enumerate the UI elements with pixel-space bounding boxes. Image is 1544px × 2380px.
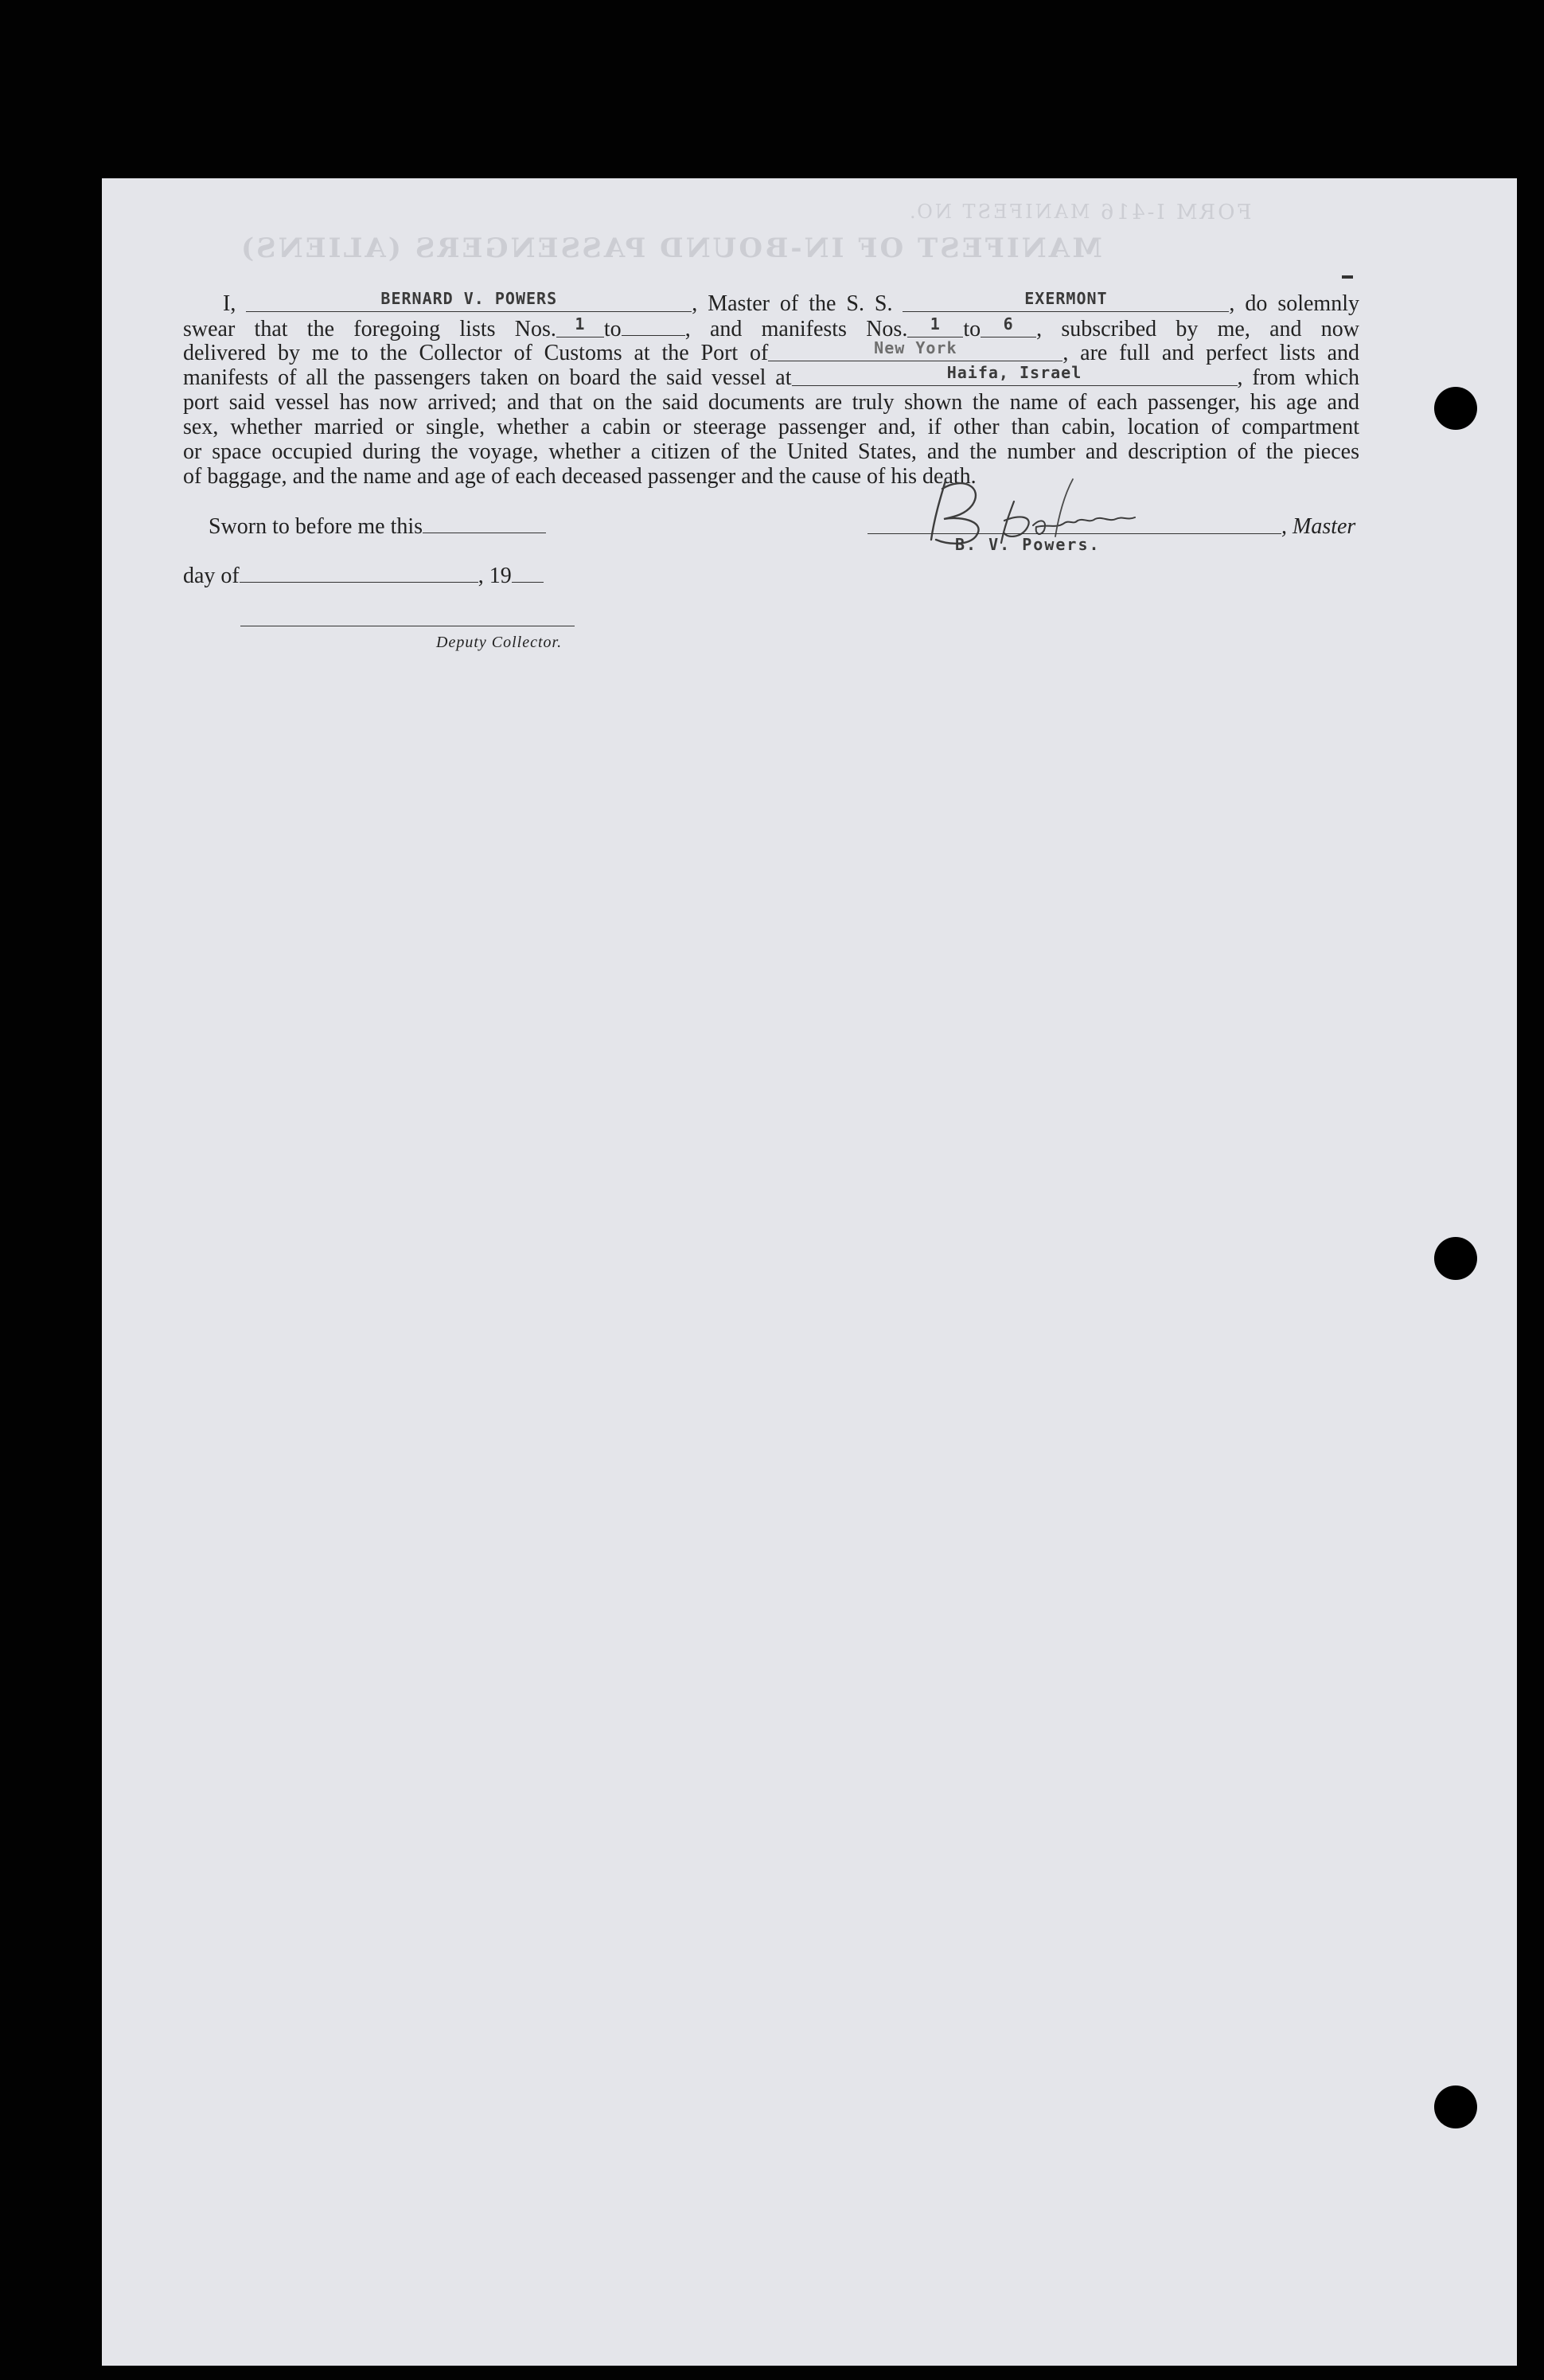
- to-word-2: to: [963, 317, 981, 341]
- oath-line-4: [183, 365, 1359, 390]
- oath-line-3: [183, 341, 1359, 365]
- ship-name-value: EXERMONT: [1024, 291, 1108, 308]
- sworn-day-field: [423, 517, 546, 533]
- punch-hole-top: [1434, 387, 1477, 430]
- punch-hole-bottom: [1434, 2085, 1477, 2128]
- ghost-manifest-title: MANIFEST OF IN-BOUND PASSENGERS (ALIENS): [239, 232, 1102, 264]
- oath-i-label: I,: [223, 291, 236, 316]
- master-name-value: BERNARD V. POWERS: [380, 291, 558, 308]
- ghost-manifest-number: MANIFEST NO.: [907, 201, 1090, 223]
- manifests-all-text: manifests of all the passengers taken on board the said vessel at: [183, 365, 792, 390]
- delivered-text: delivered by me to the Collector of Customs at the Port of: [183, 341, 769, 365]
- master-of-ss-text: , Master of the S. S.: [692, 291, 893, 316]
- lists-from-field: [556, 318, 604, 337]
- sworn-line: [209, 514, 546, 540]
- lists-from-value: 1: [575, 316, 586, 334]
- oath-line-2: [183, 316, 1359, 341]
- port-departure-value: Haifa, Israel: [946, 365, 1082, 382]
- paper-mark: [1342, 275, 1353, 279]
- manifests-to-field: [981, 318, 1036, 337]
- lists-to-field: [622, 316, 685, 336]
- day-of-line: [183, 564, 544, 589]
- from-which-text: , from which: [1237, 365, 1359, 390]
- swear-text: swear that the foregoing lists Nos.: [183, 317, 556, 341]
- deputy-collector-caption: Deputy Collector.: [436, 634, 563, 651]
- day-of-text: day of: [183, 564, 240, 588]
- port-arrival-value: New York: [874, 341, 957, 357]
- typed-master-name: B. V. Powers.: [955, 535, 1101, 554]
- document-page: [102, 178, 1517, 2366]
- sworn-text: Sworn to before me this: [209, 514, 423, 539]
- day-of-field: [240, 566, 478, 583]
- master-suffix: , Master: [1281, 514, 1356, 539]
- master-oath: [183, 291, 1359, 489]
- oath-line-5: port said vessel has now arrived; and that on the said documents are truly shown the name of each passenger, his age and: [183, 390, 1359, 415]
- manifests-from-field: [907, 318, 963, 337]
- full-perfect-text: , are full and perfect lists and: [1062, 341, 1359, 365]
- oath-line-6: sex, whether married or single, whether a cabin or steerage passenger and, if other than cabin, location of compartment: [183, 415, 1359, 439]
- port-arrival-field: [768, 341, 1062, 361]
- port-departure-field: [792, 366, 1238, 386]
- ship-name-field: [903, 292, 1229, 312]
- oath-line-1: [183, 291, 1359, 316]
- subscribed-text: , subscribed by me, and now: [1036, 317, 1359, 341]
- manifests-to-value: 6: [1003, 316, 1014, 334]
- oath-line-7: or space occupied during the voyage, whether a citizen of the United States, and the number and description of the pieces: [183, 439, 1359, 464]
- ghost-form-number: FORM I-416: [1098, 201, 1252, 224]
- to-word: to: [603, 317, 622, 341]
- punch-hole-middle: [1434, 1237, 1477, 1280]
- manifests-from-value: 1: [930, 316, 941, 334]
- master-signature-rule: [868, 533, 1281, 534]
- master-name-field: [246, 292, 692, 312]
- year-prefix: , 19: [478, 564, 512, 588]
- oath-line-8: of baggage, and the name and age of each deceased passenger and the cause of his death.: [183, 464, 977, 489]
- manifests-text: , and manifests Nos.: [684, 317, 908, 341]
- do-solemnly-text: , do solemnly: [1229, 291, 1359, 316]
- year-field: [512, 566, 544, 583]
